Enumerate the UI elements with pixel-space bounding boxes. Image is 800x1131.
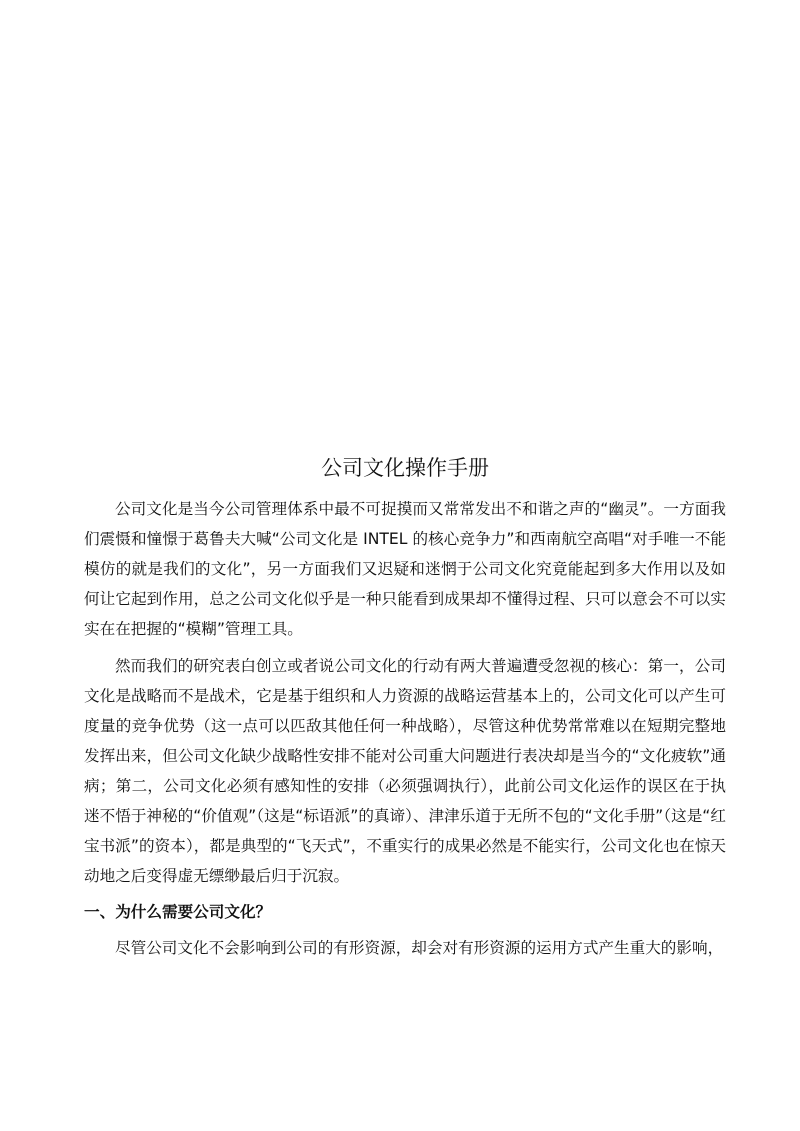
paragraph-section-one: 尽管公司文化不会影响到公司的有形资源，却会对有形资源的运用方式产生重大的影响， [115,939,724,957]
document-title: 公司文化操作手册 [321,456,489,480]
section-heading: 一、为什么需要公司文化？ [84,903,272,921]
paragraph-research: 然而我们的研究表白创立或者说公司文化的行动有两大普遍遭受忽视的核心：第一，公司文化是战略而不是战术，它是基于组织和人力资源的战略运营基本上的，公司文化可以产生可度量的竞争优势（这一点可以匹敌其他任何一种战略），尽管这种优势常常难以在短期完整地发挥出来，但公司文化缺少战略性安排不能对公司重大问题进行表决却是当今的“文化疲软”通病；第二，公司文化必须有感知性的安排（必须强调执行），此前公司文化运作的误区在于执迷不悟于神秘的“价值观”（这是“标语派”的真谛）、津津乐道于无所不包的“文化手册”（这是“红宝书派”的资本），都是典型的“飞天式”，不重实行的成果必然是不能实行，公司文化也在惊天动地之后变得虚无缥缈最后归于沉寂。 [84,657,726,885]
paragraph-intro: 公司文化是当今公司管理体系中最不可捉摸而又常常发出不和谐之声的“幽灵”。一方面我们震慑和憧憬于葛鲁夫大喊“公司文化是 INTEL 的核心竞争力”和西南航空高唱“对手唯一不能模仿的就是我们的文化”，另一方面我们又迟疑和迷惘于公司文化究竟能起到多大作用以及如何让它起到作用，总之公司文化似乎是一种只能看到成果却不懂得过程、只可以意会不可以实实在在把握的“模糊”管理工具。 [84,500,726,638]
document-body [84,452,726,963]
